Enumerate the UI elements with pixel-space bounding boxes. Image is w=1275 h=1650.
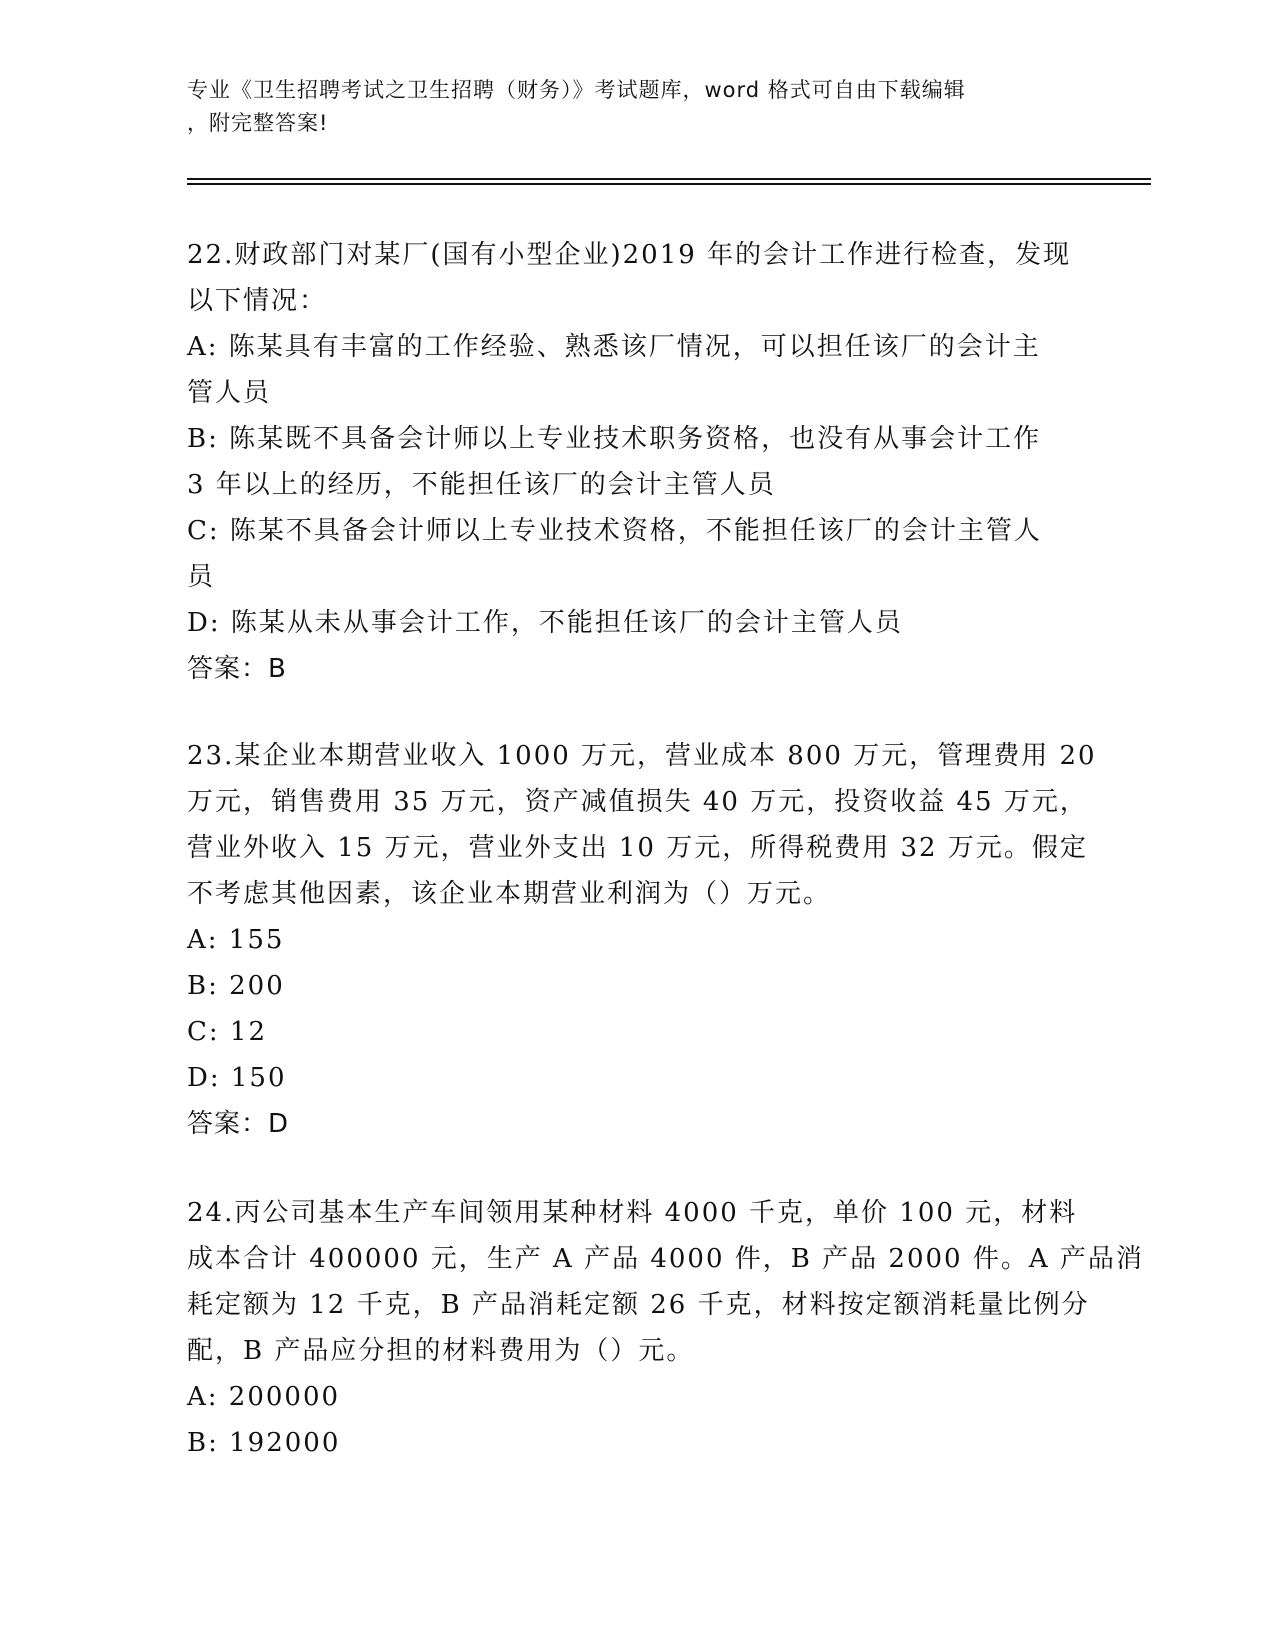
question-stem-line: 以下情况：	[187, 286, 328, 316]
question-stem-line: 营业外收入 15 万元，营业外支出 10 万元，所得税费用 32 万元。假定	[187, 833, 1088, 863]
question-stem-line: 22.财政部门对某厂(国有小型企业)2019 年的会计工作进行检查，发现	[187, 240, 1072, 270]
option-line: B: 陈某既不具备会计师以上专业技术职务资格，也没有从事会计工作	[187, 424, 1042, 454]
question-22	[187, 232, 1087, 692]
option-line: B: 192000	[187, 1428, 341, 1458]
option-line: A: 陈某具有丰富的工作经验、熟悉该厂情况，可以担任该厂的会计主	[187, 332, 1041, 362]
question-stem-line: 不考虑其他因素，该企业本期营业利润为（）万元。	[187, 879, 832, 909]
answer-label: 答案：B	[187, 654, 287, 684]
option-line: A: 155	[187, 925, 285, 955]
option-line: D: 150	[187, 1063, 287, 1093]
header-divider	[187, 178, 1151, 180]
option-line: C: 陈某不具备会计师以上专业技术资格，不能担任该厂的会计主管人	[187, 516, 1042, 546]
question-stem-line: 24.丙公司基本生产车间领用某种材料 4000 千克，单价 100 元，材料	[187, 1198, 1078, 1228]
question-stem-line: 配，B 产品应分担的材料费用为（）元。	[187, 1336, 695, 1366]
option-line: 3 年以上的经历，不能担任该厂的会计主管人员	[187, 470, 776, 500]
option-line: B: 200	[187, 971, 285, 1001]
question-stem-line: 成本合计 400000 元，生产 A 产品 4000 件，B 产品 2000 件。A 产品消	[187, 1244, 1144, 1274]
document-header	[187, 74, 1067, 140]
option-line: 员	[187, 562, 216, 592]
answer-label: 答案：D	[187, 1109, 290, 1139]
option-line: 管人员	[187, 378, 272, 408]
option-line: C: 12	[187, 1017, 268, 1047]
option-line: A: 200000	[187, 1382, 341, 1412]
question-stem-line: 耗定额为 12 千克，B 产品消耗定额 26 千克，材料按定额消耗量比例分	[187, 1290, 1090, 1320]
option-line: D: 陈某从未从事会计工作，不能担任该厂的会计主管人员	[187, 608, 903, 638]
header-line-2: ，附完整答案!	[187, 111, 329, 135]
question-24	[187, 1190, 1144, 1466]
header-line-1: 专业《卫生招聘考试之卫生招聘（财务）》考试题库，word 格式可自由下载编辑	[187, 78, 966, 102]
header-divider	[187, 183, 1151, 185]
question-stem-line: 23.某企业本期营业收入 1000 万元，营业成本 800 万元，管理费用 20	[187, 741, 1097, 771]
question-23	[187, 733, 1097, 1147]
question-stem-line: 万元，销售费用 35 万元，资产减值损失 40 万元，投资收益 45 万元，	[187, 787, 1088, 817]
